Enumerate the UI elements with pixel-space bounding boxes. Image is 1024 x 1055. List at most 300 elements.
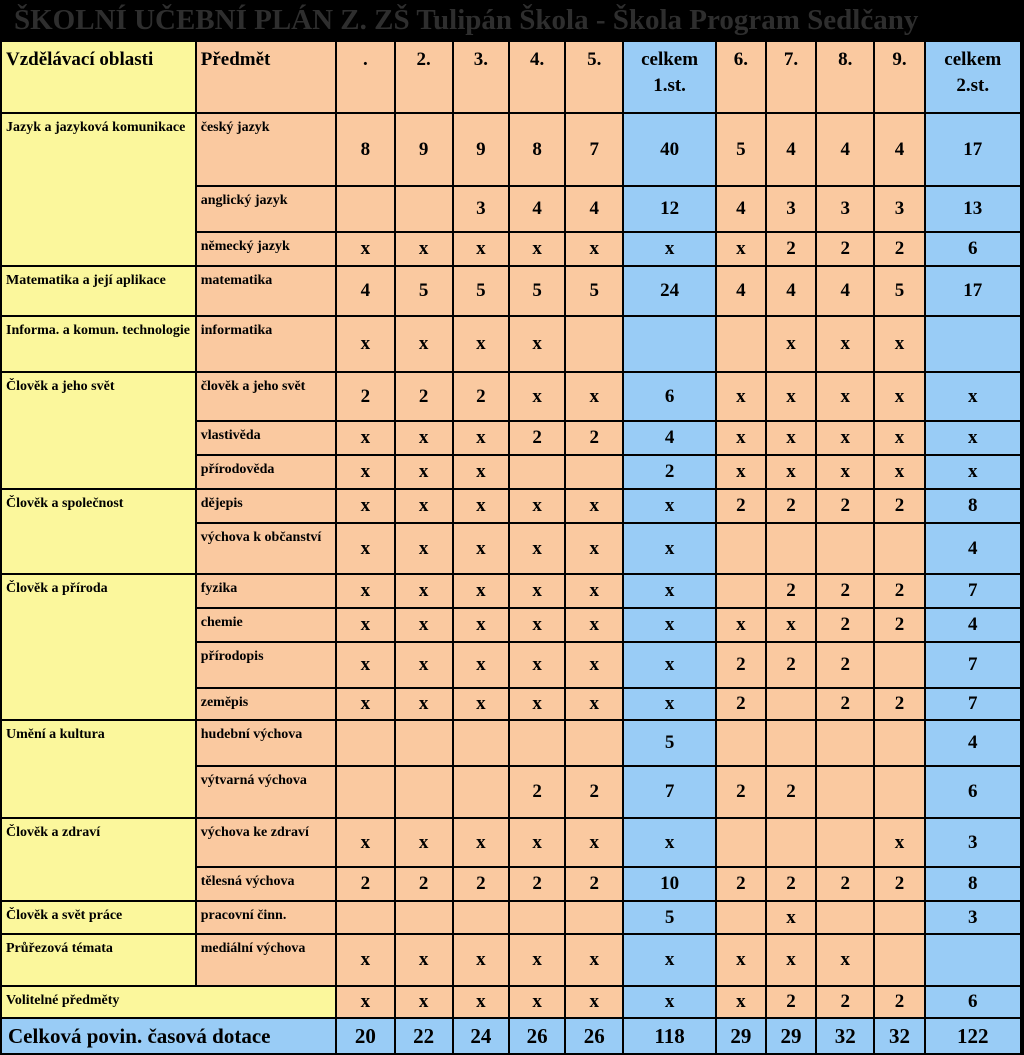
grade-cell [816, 766, 874, 818]
total-cell: x [623, 934, 715, 986]
grade-cell: x [336, 489, 394, 523]
grade-cell [336, 901, 394, 934]
total-cell: 6 [925, 232, 1021, 266]
area-cell: Člověk a příroda [1, 574, 196, 720]
grade-cell: x [509, 372, 565, 421]
grade-cell: 2 [874, 232, 924, 266]
grade-cell: 2 [816, 642, 874, 688]
table-row [1, 266, 1021, 316]
subject-cell: výchova ke zdraví [196, 818, 337, 867]
total-cell: 6 [925, 766, 1021, 818]
subject-cell: tělesná výchova [196, 867, 337, 901]
grade-cell: 2 [716, 867, 766, 901]
grade-cell: x [565, 232, 623, 266]
grade-cell [874, 934, 924, 986]
grade-cell: 2 [816, 489, 874, 523]
subject-cell: přírodověda [196, 455, 337, 489]
grade-cell: x [395, 986, 453, 1018]
grade-cell: x [395, 688, 453, 720]
grade-cell [816, 818, 874, 867]
grade-cell: x [816, 455, 874, 489]
grade-cell: 4 [716, 186, 766, 232]
grade-cell: 2 [766, 574, 816, 608]
grade-cell: 2 [336, 372, 394, 421]
grade-cell [509, 455, 565, 489]
grade-cell: 8 [509, 113, 565, 186]
grade-cell: 4 [716, 266, 766, 316]
grade-cell: 2 [816, 867, 874, 901]
grade-cell: 2 [716, 766, 766, 818]
grade-cell [816, 720, 874, 766]
grade-cell: x [716, 986, 766, 1018]
grade-cell [453, 901, 509, 934]
grade-cell: x [816, 372, 874, 421]
grade-cell [395, 720, 453, 766]
grade-cell: x [874, 316, 924, 372]
grade-cell [716, 574, 766, 608]
grade-cell: x [395, 316, 453, 372]
grade-cell: x [395, 421, 453, 455]
grade-cell: 29 [716, 1018, 766, 1054]
grade-cell: x [336, 523, 394, 574]
grade-cell: x [565, 372, 623, 421]
grade-cell [336, 766, 394, 818]
grade-cell: 5 [565, 266, 623, 316]
grade-cell: 26 [509, 1018, 565, 1054]
subject-cell: zeměpis [196, 688, 337, 720]
grade-cell: 2 [766, 766, 816, 818]
subject-cell: německý jazyk [196, 232, 337, 266]
grade-cell [766, 818, 816, 867]
area-cell: Matematika a její aplikace [1, 266, 196, 316]
grade-cell: x [453, 523, 509, 574]
elective-row [1, 986, 1021, 1018]
grade-cell: x [336, 688, 394, 720]
grade-cell: x [509, 232, 565, 266]
subject-cell: mediální výchova [196, 934, 337, 986]
grade-cell: 2 [874, 608, 924, 642]
grade-cell: 24 [453, 1018, 509, 1054]
grade-cell: 5 [509, 266, 565, 316]
grade-cell: x [565, 934, 623, 986]
grade-cell: x [453, 818, 509, 867]
grade-cell [395, 901, 453, 934]
grade-cell [716, 901, 766, 934]
grade-cell: 4 [816, 113, 874, 186]
table-row [1, 372, 1021, 421]
subject-cell: anglický jazyk [196, 186, 337, 232]
grade-cell: 29 [766, 1018, 816, 1054]
grade-cell: x [565, 489, 623, 523]
grade-cell: 2 [766, 642, 816, 688]
grade-cell: x [766, 608, 816, 642]
grade-cell: 26 [565, 1018, 623, 1054]
table-row [1, 720, 1021, 766]
grade-cell: 2 [766, 232, 816, 266]
grade-cell: x [453, 986, 509, 1018]
total-cell: 10 [623, 867, 715, 901]
grade-cell: x [453, 934, 509, 986]
grade-cell [874, 901, 924, 934]
grade-cell: 4 [336, 266, 394, 316]
grade-cell: 2 [716, 688, 766, 720]
grade-cell: x [453, 688, 509, 720]
total-cell: 4 [623, 421, 715, 455]
grade-cell: 5 [453, 266, 509, 316]
total-cell: x [623, 489, 715, 523]
grade-cell: x [336, 421, 394, 455]
grade-cell: x [336, 316, 394, 372]
total-cell: x [623, 523, 715, 574]
grade-cell: 32 [874, 1018, 924, 1054]
grade-cell: x [716, 421, 766, 455]
grade-cell: x [509, 818, 565, 867]
grade-cell: x [453, 421, 509, 455]
grade-cell: x [816, 316, 874, 372]
area-cell: Člověk a svět práce [1, 901, 196, 934]
grade-cell: 2 [766, 986, 816, 1018]
grade-cell: x [395, 934, 453, 986]
grade-cell: x [453, 489, 509, 523]
grade-cell: 8 [336, 113, 394, 186]
grade-cell: x [509, 574, 565, 608]
total-cell: x [623, 642, 715, 688]
header-grade: . [336, 41, 394, 113]
total-row [1, 1018, 1021, 1054]
grade-cell [395, 766, 453, 818]
area-cell: Informa. a komun. technologie [1, 316, 196, 372]
grade-cell: 2 [509, 766, 565, 818]
table-row [1, 489, 1021, 523]
grade-cell: x [453, 608, 509, 642]
grade-cell: x [565, 642, 623, 688]
grade-cell: 20 [336, 1018, 394, 1054]
area-cell: Člověk a jeho svět [1, 372, 196, 489]
total-cell [623, 316, 715, 372]
total-label: Celková povin. časová dotace [1, 1018, 336, 1054]
subject-cell: přírodopis [196, 642, 337, 688]
grade-cell: 2 [874, 986, 924, 1018]
area-cell: Člověk a zdraví [1, 818, 196, 901]
grade-cell: x [874, 421, 924, 455]
header-row [1, 41, 1021, 113]
grade-cell: x [336, 608, 394, 642]
grade-cell [509, 901, 565, 934]
grade-cell: 5 [874, 266, 924, 316]
subject-cell: výchova k občanství [196, 523, 337, 574]
grade-cell: 4 [509, 186, 565, 232]
header-grade: 9. [874, 41, 924, 113]
total-cell: 6 [925, 986, 1021, 1018]
total-cell: 24 [623, 266, 715, 316]
grade-cell: x [395, 232, 453, 266]
grade-cell: x [716, 455, 766, 489]
grade-cell: 2 [874, 688, 924, 720]
subject-cell: výtvarná výchova [196, 766, 337, 818]
grade-cell: x [766, 316, 816, 372]
grade-cell: 2 [395, 867, 453, 901]
total-cell: 2 [623, 455, 715, 489]
grade-cell: 3 [874, 186, 924, 232]
grade-cell: 2 [716, 642, 766, 688]
grade-cell: x [336, 232, 394, 266]
grade-cell: x [453, 316, 509, 372]
grade-cell: x [509, 608, 565, 642]
table-row [1, 818, 1021, 867]
grade-cell: x [766, 901, 816, 934]
grade-cell: x [395, 523, 453, 574]
grade-cell: 2 [336, 867, 394, 901]
grade-cell: 9 [395, 113, 453, 186]
grade-cell [565, 455, 623, 489]
grade-cell [766, 688, 816, 720]
total-cell: x [623, 688, 715, 720]
grade-cell: 5 [716, 113, 766, 186]
grade-cell: 32 [816, 1018, 874, 1054]
subject-cell: hudební výchova [196, 720, 337, 766]
grade-cell [565, 316, 623, 372]
total-cell: x [925, 421, 1021, 455]
total-cell: 17 [925, 266, 1021, 316]
grade-cell [565, 720, 623, 766]
total-cell: 118 [623, 1018, 715, 1054]
header-grade: 7. [766, 41, 816, 113]
header-subject: Předmět [196, 41, 337, 113]
total-cell: x [623, 986, 715, 1018]
grade-cell [716, 720, 766, 766]
grade-cell: x [565, 574, 623, 608]
grade-cell: 2 [509, 867, 565, 901]
grade-cell: 4 [565, 186, 623, 232]
grade-cell [874, 720, 924, 766]
grade-cell: x [716, 232, 766, 266]
grade-cell: x [336, 818, 394, 867]
grade-cell: x [509, 642, 565, 688]
total-cell: 8 [925, 867, 1021, 901]
total-cell: 12 [623, 186, 715, 232]
grade-cell: x [766, 934, 816, 986]
grade-cell: 2 [816, 574, 874, 608]
grade-cell: x [509, 523, 565, 574]
grade-cell: x [874, 372, 924, 421]
grade-cell: x [509, 316, 565, 372]
subject-cell: dějepis [196, 489, 337, 523]
grade-cell [336, 720, 394, 766]
total-cell: 7 [925, 688, 1021, 720]
total-cell: 4 [925, 608, 1021, 642]
grade-cell: 22 [395, 1018, 453, 1054]
grade-cell [716, 523, 766, 574]
subject-cell: český jazyk [196, 113, 337, 186]
grade-cell [766, 720, 816, 766]
curriculum-table [0, 40, 1022, 1055]
grade-cell [874, 642, 924, 688]
grade-cell [716, 316, 766, 372]
total-cell: 5 [623, 720, 715, 766]
header-grade: 4. [509, 41, 565, 113]
grade-cell: 2 [816, 232, 874, 266]
grade-cell [874, 523, 924, 574]
header-grade: 8. [816, 41, 874, 113]
grade-cell: 2 [766, 867, 816, 901]
grade-cell: x [716, 372, 766, 421]
grade-cell [874, 766, 924, 818]
total-cell: 122 [925, 1018, 1021, 1054]
grade-cell: x [874, 455, 924, 489]
header-area: Vzdělávací oblasti [1, 41, 196, 113]
area-cell: Umění a kultura [1, 720, 196, 818]
total-cell: 8 [925, 489, 1021, 523]
grade-cell: 2 [453, 372, 509, 421]
grade-cell: x [716, 934, 766, 986]
grade-cell: x [509, 688, 565, 720]
total-cell: 4 [925, 523, 1021, 574]
total-cell: x [925, 455, 1021, 489]
grade-cell: 7 [565, 113, 623, 186]
total-cell: 17 [925, 113, 1021, 186]
grade-cell [336, 186, 394, 232]
grade-cell: x [395, 642, 453, 688]
header-grade: 2. [395, 41, 453, 113]
total-cell: 7 [925, 574, 1021, 608]
grade-cell: x [395, 489, 453, 523]
subject-cell: matematika [196, 266, 337, 316]
header-total: celkem 1.st. [623, 41, 715, 113]
subject-cell: pracovní činn. [196, 901, 337, 934]
grade-cell: x [336, 934, 394, 986]
grade-cell: 4 [816, 266, 874, 316]
total-cell: x [623, 818, 715, 867]
grade-cell [565, 901, 623, 934]
grade-cell: 4 [766, 113, 816, 186]
subject-cell: člověk a jeho svět [196, 372, 337, 421]
grade-cell: 2 [766, 489, 816, 523]
grade-cell: 3 [816, 186, 874, 232]
total-cell: x [925, 372, 1021, 421]
header-grade: 6. [716, 41, 766, 113]
grade-cell: 2 [453, 867, 509, 901]
grade-cell: x [766, 372, 816, 421]
total-cell: x [623, 232, 715, 266]
grade-cell: x [509, 489, 565, 523]
grade-cell: x [453, 455, 509, 489]
grade-cell: x [565, 523, 623, 574]
subject-cell: informatika [196, 316, 337, 372]
grade-cell: 2 [509, 421, 565, 455]
grade-cell: 2 [874, 867, 924, 901]
grade-cell: x [565, 608, 623, 642]
grade-cell [509, 720, 565, 766]
grade-cell: 4 [874, 113, 924, 186]
area-cell: Jazyk a jazyková komunikace [1, 113, 196, 266]
grade-cell: 2 [565, 867, 623, 901]
total-cell: x [623, 574, 715, 608]
grade-cell: x [509, 934, 565, 986]
grade-cell: x [565, 688, 623, 720]
grade-cell: x [766, 421, 816, 455]
table-row [1, 901, 1021, 934]
header-total: celkem 2.st. [925, 41, 1021, 113]
grade-cell: 2 [816, 986, 874, 1018]
grade-cell [453, 766, 509, 818]
grade-cell: 2 [874, 574, 924, 608]
grade-cell: 2 [816, 688, 874, 720]
total-cell: 7 [925, 642, 1021, 688]
grade-cell: x [453, 232, 509, 266]
grade-cell [816, 523, 874, 574]
table-body [1, 113, 1021, 1054]
total-cell: 13 [925, 186, 1021, 232]
grade-cell: x [453, 574, 509, 608]
grade-cell: x [395, 455, 453, 489]
grade-cell: x [453, 642, 509, 688]
grade-cell: 2 [565, 421, 623, 455]
grade-cell: x [395, 574, 453, 608]
grade-cell: x [716, 608, 766, 642]
grade-cell: x [336, 986, 394, 1018]
grade-cell: 3 [453, 186, 509, 232]
total-cell: 7 [623, 766, 715, 818]
grade-cell: x [565, 818, 623, 867]
grade-cell [716, 818, 766, 867]
grade-cell: 5 [395, 266, 453, 316]
total-cell: 3 [925, 901, 1021, 934]
area-cell: Člověk a společnost [1, 489, 196, 574]
subject-cell: fyzika [196, 574, 337, 608]
grade-cell: 2 [716, 489, 766, 523]
page-title: ŠKOLNÍ UČEBNÍ PLÁN Z. ZŠ Tulipán Škola - Škola Program Sedlčany [14, 4, 919, 36]
grade-cell: x [336, 455, 394, 489]
grade-cell: x [336, 642, 394, 688]
grade-cell: 9 [453, 113, 509, 186]
grade-cell: x [766, 455, 816, 489]
subject-cell: chemie [196, 608, 337, 642]
table-row [1, 934, 1021, 986]
total-cell: 5 [623, 901, 715, 934]
grade-cell: x [816, 934, 874, 986]
grade-cell: 3 [766, 186, 816, 232]
grade-cell [766, 523, 816, 574]
grade-cell: x [874, 818, 924, 867]
table-row [1, 574, 1021, 608]
grade-cell [816, 901, 874, 934]
grade-cell: 2 [816, 608, 874, 642]
grade-cell: 2 [565, 766, 623, 818]
total-cell: x [623, 608, 715, 642]
subject-cell: vlastivěda [196, 421, 337, 455]
header-grade: 5. [565, 41, 623, 113]
grade-cell: x [565, 986, 623, 1018]
total-cell [925, 316, 1021, 372]
grade-cell [395, 186, 453, 232]
grade-cell: 4 [766, 266, 816, 316]
total-cell: 40 [623, 113, 715, 186]
total-cell: 6 [623, 372, 715, 421]
grade-cell: x [395, 818, 453, 867]
total-cell: 3 [925, 818, 1021, 867]
total-cell [925, 934, 1021, 986]
elective-label: Volitelné předměty [1, 986, 336, 1018]
grade-cell: 2 [395, 372, 453, 421]
header-grade: 3. [453, 41, 509, 113]
grade-cell: x [816, 421, 874, 455]
grade-cell: x [509, 986, 565, 1018]
table-row [1, 113, 1021, 186]
grade-cell: x [395, 608, 453, 642]
grade-cell: 2 [874, 489, 924, 523]
total-cell: 4 [925, 720, 1021, 766]
table-row [1, 316, 1021, 372]
